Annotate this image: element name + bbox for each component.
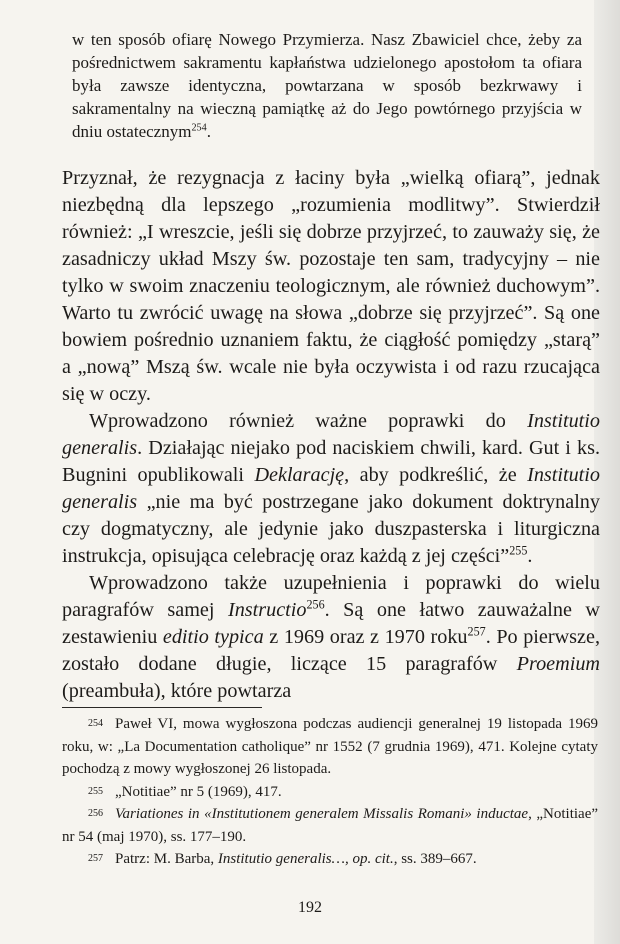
- block-quote: [72, 28, 582, 143]
- footnote-256: 256 Variationes in «Institutionem generalem Missalis Romani» inductae, „Notitiae” nr 54 (maj 1970), ss. 177–190.: [62, 806, 599, 845]
- paragraph-1: Przyznał, że rezygnacja z łaciny była „wielką ofiarą”, jednak niezbędną dla lepszego „rozumienia modlitwy”. Stwierdził również: „I wreszcie, jeśli się dobrze przyjrzeć, to zauważy się, że zasadniczy układ Mszy św. pozostaje ten sam, tradycyjny – nie tylko w swoim znaczeniu teologicznym, ale również duchowym”. Warto tu zwrócić uwagę na słowa „dobrze się przyjrzeć”. Są one bowiem pośrednio uznaniem faktu, że ciągłość pomiędzy „starą” a „nową” Mszą św. wcale nie była oczywista i od razu rzucająca się w oczy.: [62, 167, 600, 405]
- footnote-ref-255[interactable]: 255: [509, 543, 528, 558]
- footnote-divider: [62, 707, 262, 708]
- footnote-ref-257[interactable]: 257: [467, 624, 486, 639]
- footnote-254: 254 Paweł VI, mowa wygłoszona podczas audiencji generalnej 19 listopada 1969 roku, w: „La Documentation catholique” nr 1552 (7 grudnia 1969), 471. Kolejne cytaty pochodzą z mowy wygłoszonej 26 listopada.: [62, 716, 598, 777]
- paragraph-3: Wprowadzono także uzupełnienia i poprawki do wielu paragrafów samej Instructio$^{256}$. Są one łatwo zauważalne w zestawieniu editio typica z 1969 oraz z 1970 roku$^{257}$. Po pierwsze, zostało dodane długie, liczące 15 paragrafów Proemium (preambuła), które powtarza: [62, 572, 601, 702]
- footnote-ref-256[interactable]: 256: [306, 597, 325, 612]
- footnotes: [62, 713, 598, 871]
- footnote-257: 257 Patrz: M. Barba, Institutio generalis…, op. cit., ss. 389–667.: [88, 851, 477, 867]
- quote-paragraph: w ten sposób ofiarę Nowego Przymierza. Nasz Zbawiciel chce, żeby za pośrednictwem sakramentu kapłaństwa udzielonego apostołom ta ofiara była zawsze identyczna, powtarzana w sposób bezkrwawy i sakramentalny na wieczną pamiątkę aż do Jego powtórnego przyjścia w dniu ostatecznym$^{254}$.: [72, 30, 582, 141]
- paragraph-2: Wprowadzono również ważne poprawki do Institutio generalis. Działając niejako pod naciskiem chwili, kard. Gut i ks. Bugnini opublikowali Deklarację, aby podkreślić, że Institutio generalis „nie ma być postrzegane jako dokument doktrynalny czy dogmatyczny, ale jedynie jako duszpasterska i liturgiczna instrukcja, opisująca celebrację oraz każdą z jej części”$^{255}$.: [62, 410, 600, 567]
- page-number: 192: [298, 899, 322, 916]
- main-text: [62, 165, 600, 705]
- footnote-ref-254[interactable]: 254: [191, 122, 207, 134]
- footnote-255: 255 „Notitiae” nr 5 (1969), 417.: [88, 783, 282, 800]
